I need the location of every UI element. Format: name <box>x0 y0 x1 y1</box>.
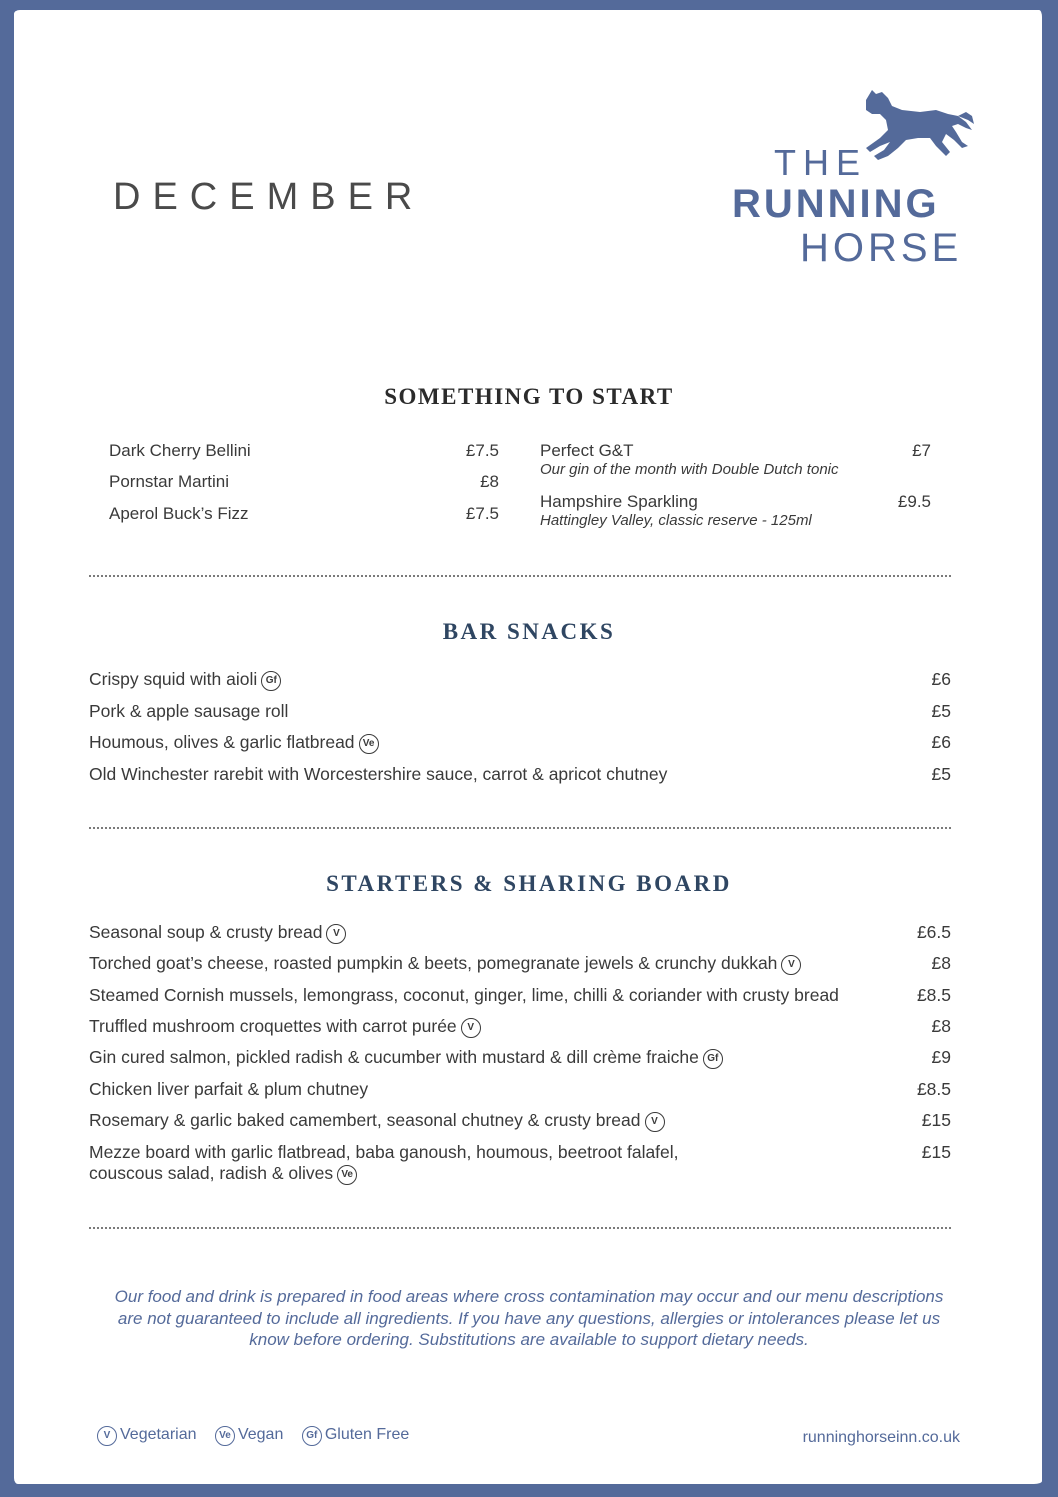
section-title-bar-snacks: BAR SNACKS <box>442 619 616 644</box>
drink-name: Perfect G&T <box>540 441 634 460</box>
dietary-legend <box>97 1426 423 1446</box>
item-name: Torched goat’s cheese, roasted pumpkin & beets, pomegranate jewels & crunchy dukkah <box>89 953 778 973</box>
gluten-free-badge-icon: Gf <box>703 1049 723 1069</box>
menu-item <box>89 732 951 754</box>
item-name: Mezze board with garlic flatbread, baba ganoush, houmous, beetroot falafel, <box>89 1142 679 1162</box>
legend-vegetarian <box>97 1426 197 1443</box>
item-price: £8.5 <box>916 985 951 1005</box>
menu-item <box>89 1079 951 1100</box>
item-name: Houmous, olives & garlic flatbread <box>89 732 355 752</box>
drink-item <box>109 472 499 492</box>
vegetarian-badge-icon: V <box>97 1426 117 1446</box>
item-price: £6 <box>931 669 951 689</box>
menu-item <box>89 953 951 975</box>
drink-price: £9.5 <box>897 492 931 511</box>
restaurant-logo <box>730 86 970 270</box>
legend-vegan <box>215 1426 283 1443</box>
drink-item <box>540 441 931 478</box>
item-price: £9 <box>931 1047 951 1067</box>
drink-name: Pornstar Martini <box>109 472 229 491</box>
legend-label: Gluten Free <box>324 1426 410 1443</box>
section-divider <box>89 575 951 577</box>
vegetarian-badge-icon: V <box>781 955 801 975</box>
item-name: Pork & apple sausage roll <box>89 701 289 721</box>
logo-line-horse: HORSE <box>800 226 963 270</box>
drink-price: £7.5 <box>465 504 499 523</box>
drink-description: Hattingley Valley, classic reserve - 125ml <box>540 512 812 529</box>
menu-item <box>89 764 951 785</box>
menu-item <box>89 985 951 1006</box>
drink-name: Dark Cherry Bellini <box>109 441 251 460</box>
item-price: £6 <box>931 732 951 752</box>
drink-price: £7.5 <box>465 441 499 460</box>
drink-price: £7 <box>912 441 931 460</box>
running-horse-icon <box>858 86 974 168</box>
section-title-starters: STARTERS & SHARING BOARD <box>326 871 732 896</box>
logo-line-running: RUNNING <box>732 182 940 226</box>
item-name: Rosemary & garlic baked camembert, seasonal chutney & crusty bread <box>89 1110 641 1130</box>
item-price: £5 <box>931 764 951 784</box>
legend-label: Vegetarian <box>120 1426 197 1443</box>
item-name: Truffled mushroom croquettes with carrot purée <box>89 1016 457 1036</box>
item-name-continued: couscous salad, radish & olives <box>89 1163 334 1183</box>
website-link[interactable]: runninghorseinn.co.uk <box>802 1429 960 1446</box>
section-title-start: SOMETHING TO START <box>384 384 674 409</box>
menu-item <box>89 1142 951 1185</box>
menu-month-title: DECEMBER <box>113 176 425 218</box>
menu-item <box>89 922 951 944</box>
gluten-free-badge-icon: Gf <box>261 671 281 691</box>
item-name: Chicken liver parfait & plum chutney <box>89 1079 369 1099</box>
item-price: £8 <box>931 953 951 973</box>
allergen-disclaimer: Our food and drink is prepared in food areas where cross contamination may occur and our menu descriptions are not guaranteed to include all ingredients. If you have any questions, allergies or intolerances please let us know before ordering. Substitutions are available to support dietary needs. <box>114 1287 944 1349</box>
logo-line-the: THE <box>774 142 867 183</box>
item-price: £6.5 <box>916 922 951 942</box>
menu-item <box>89 1110 951 1132</box>
section-divider <box>89 827 951 829</box>
item-name: Gin cured salmon, pickled radish & cucumber with mustard & dill crème fraiche <box>89 1047 699 1067</box>
vegan-badge-icon: Ve <box>215 1426 235 1446</box>
item-price: £8.5 <box>916 1079 951 1099</box>
item-price: £8 <box>931 1016 951 1036</box>
item-name: Steamed Cornish mussels, lemongrass, coconut, ginger, lime, chilli & coriander with crusty bread <box>89 985 839 1005</box>
drink-item <box>540 492 931 529</box>
vegetarian-badge-icon: V <box>645 1112 665 1132</box>
vegetarian-badge-icon: V <box>326 924 346 944</box>
item-price: £5 <box>931 701 951 721</box>
item-price: £15 <box>921 1110 951 1130</box>
drink-price: £8 <box>480 472 499 491</box>
menu-item <box>89 669 951 691</box>
item-name: Crispy squid with aioli <box>89 669 258 689</box>
item-name: Seasonal soup & crusty bread <box>89 922 323 942</box>
legend-gluten-free <box>302 1426 409 1443</box>
drink-item <box>109 504 499 524</box>
menu-item <box>89 701 951 722</box>
menu-item <box>89 1016 951 1038</box>
menu-item <box>89 1047 951 1069</box>
legend-label: Vegan <box>237 1426 284 1443</box>
section-divider <box>89 1227 951 1229</box>
drink-description: Our gin of the month with Double Dutch tonic <box>540 461 839 478</box>
vegan-badge-icon: Ve <box>337 1165 357 1185</box>
item-price: £15 <box>921 1142 951 1162</box>
item-name: Old Winchester rarebit with Worcestershire sauce, carrot & apricot chutney <box>89 764 668 784</box>
drink-item <box>109 441 499 461</box>
vegan-badge-icon: Ve <box>359 734 379 754</box>
gluten-free-badge-icon: Gf <box>302 1426 322 1446</box>
vegetarian-badge-icon: V <box>461 1018 481 1038</box>
drink-name: Aperol Buck’s Fizz <box>109 504 249 523</box>
drink-name: Hampshire Sparkling <box>540 492 698 511</box>
